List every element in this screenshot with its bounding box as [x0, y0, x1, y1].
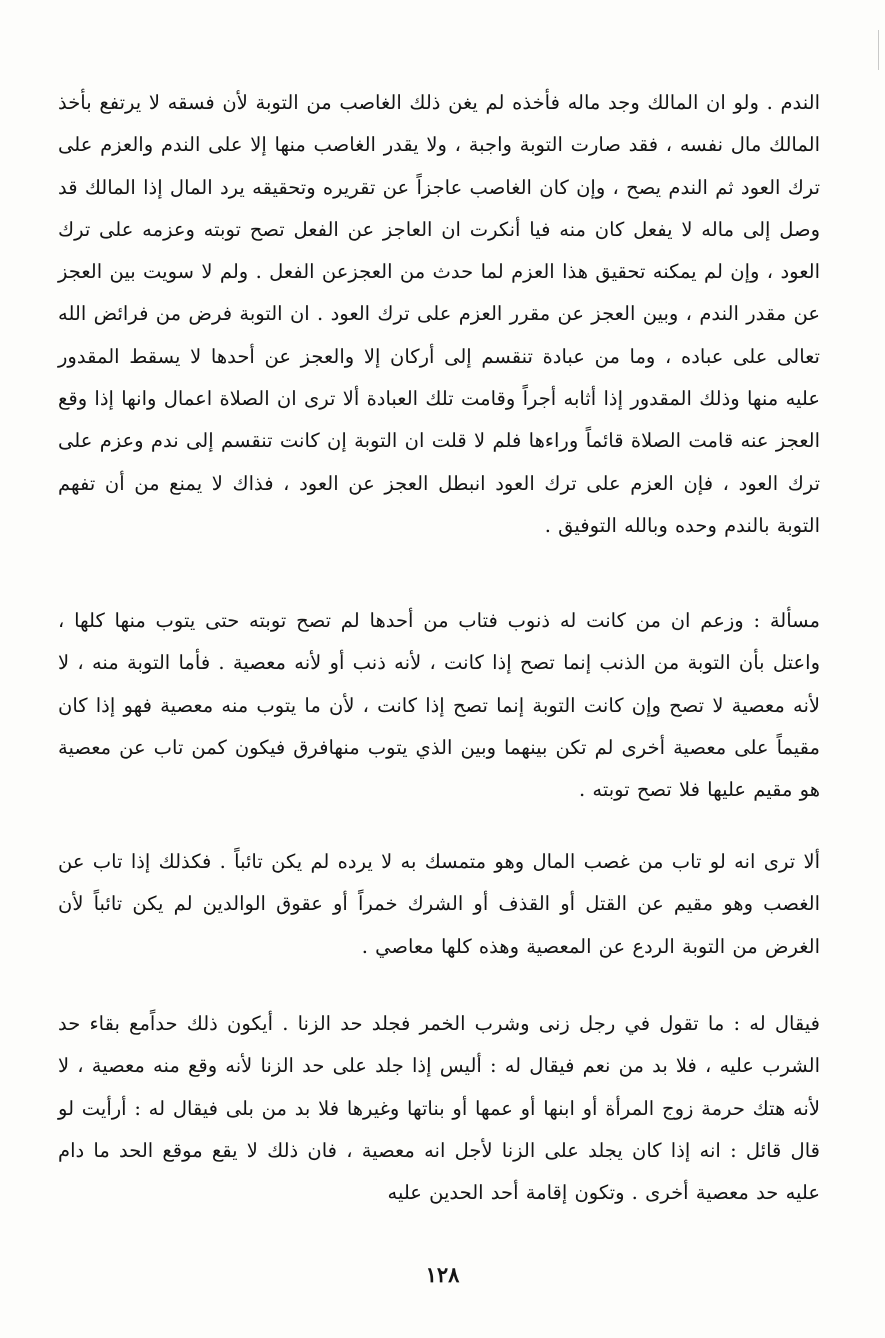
paragraph-1 [58, 82, 820, 547]
paragraph-2 [58, 600, 820, 811]
paragraph-4 [58, 1003, 820, 1214]
paragraph-3-text: ألا ترى انه لو تاب من غصب المال وهو متمسك به لا يرده لم يكن تائباً . فكذلك إذا تاب عن الغصب وهو مقيم عن القتل أو القذف أو الشرك خمراً أو عقوق الوالدين لم يكن تائباً لأن الغرض من التوبة الردع عن المعصية وهذه كلها معاصي . [58, 850, 820, 958]
paragraph-3 [58, 841, 820, 968]
paragraph-2-text: مسألة : وزعم ان من كانت له ذنوب فتاب من أحدها لم تصح توبته حتى يتوب منها كلها ، واعتل بأن التوبة من الذنب إنما تصح إذا كانت ، لأنه ذنب أو لأنه معصية . فأما التوبة منه ، لا لأنه معصية لا تصح وإن كانت التوبة إنما تصح إذا كانت ، لأن ما يتوب منه معصية فهو إذا كان مقيماً على معصية أخرى لم تكن بينهما وبين الذي يتوب منهافرق فيكون كمن تاب عن معصية هو مقيم عليها فلا تصح توبته . [58, 609, 820, 802]
paragraph-4-text: فيقال له : ما تقول في رجل زنى وشرب الخمر فجلد حد الزنا . أيكون ذلك حداًمع بقاء حد الشرب عليه ، فلا بد من نعم فيقال له : أليس إذا جلد على حد الزنا لأنه وقع منه معصية ، لا لأنه هتك حرمة زوج المرأة أو ابنها أو عمها أو بناتها وغيرها فلا بد من بلى فيقال له : أرأيت لو قال قائل : انه إذا كان يجلد على الزنا لأجل انه معصية ، فان ذلك لا يقع موقع الحد ما دام عليه حد معصية أخرى . وتكون إقامة أحد الحدين عليه [58, 1012, 820, 1205]
scan-edge-mark [878, 30, 879, 70]
page-number: ١٢٨ [425, 1262, 460, 1287]
paragraph-1-text: الندم . ولو ان المالك وجد ماله فأخذه لم يغن ذلك الغاصب من التوبة لأن فسقه لا يرتفع بأخذ المالك مال نفسه ، فقد صارت التوبة واجبة ، ولا يقدر الغاصب منها إلا على الندم والعزم على ترك العود ثم الندم يصح ، وإن كان الغاصب عاجزاً عن تقريره وتحقيقه يرد المال إذا المالك قد وصل إلى ماله لا يفعل كان منه فيا أنكرت ان العاجز عن الفعل تصح توبته وعزمه على ترك العود ، وإن لم يمكنه تحقيق هذا العزم لما حدث من العجزعن الفعل . ولم لا سويت بين العجز عن مقدر الندم ، وبين العجز عن مقرر العزم على ترك العود . ان التوبة فرض من فرائض الله تعالى على عباده ، وما من عبادة تنقسم إلى أركان إلا والعجز عن أحدها لا يسقط المقدور عليه منها وذلك المقدور إذا أثابه أجراً وقامت تلك العبادة ألا ترى ان الصلاة اعمال وانها إذا وقع العجز عنه قامت الصلاة قائماً وراءها فلم لا قلت ان التوبة إن كانت تنقسم إلى ندم وعزم على ترك العود ، فإن العزم على ترك العود انبطل العجز عن العود ، فذاك لا يمنع من أن تفهم التوبة بالندم وحده وبالله التوفيق . [58, 91, 820, 537]
